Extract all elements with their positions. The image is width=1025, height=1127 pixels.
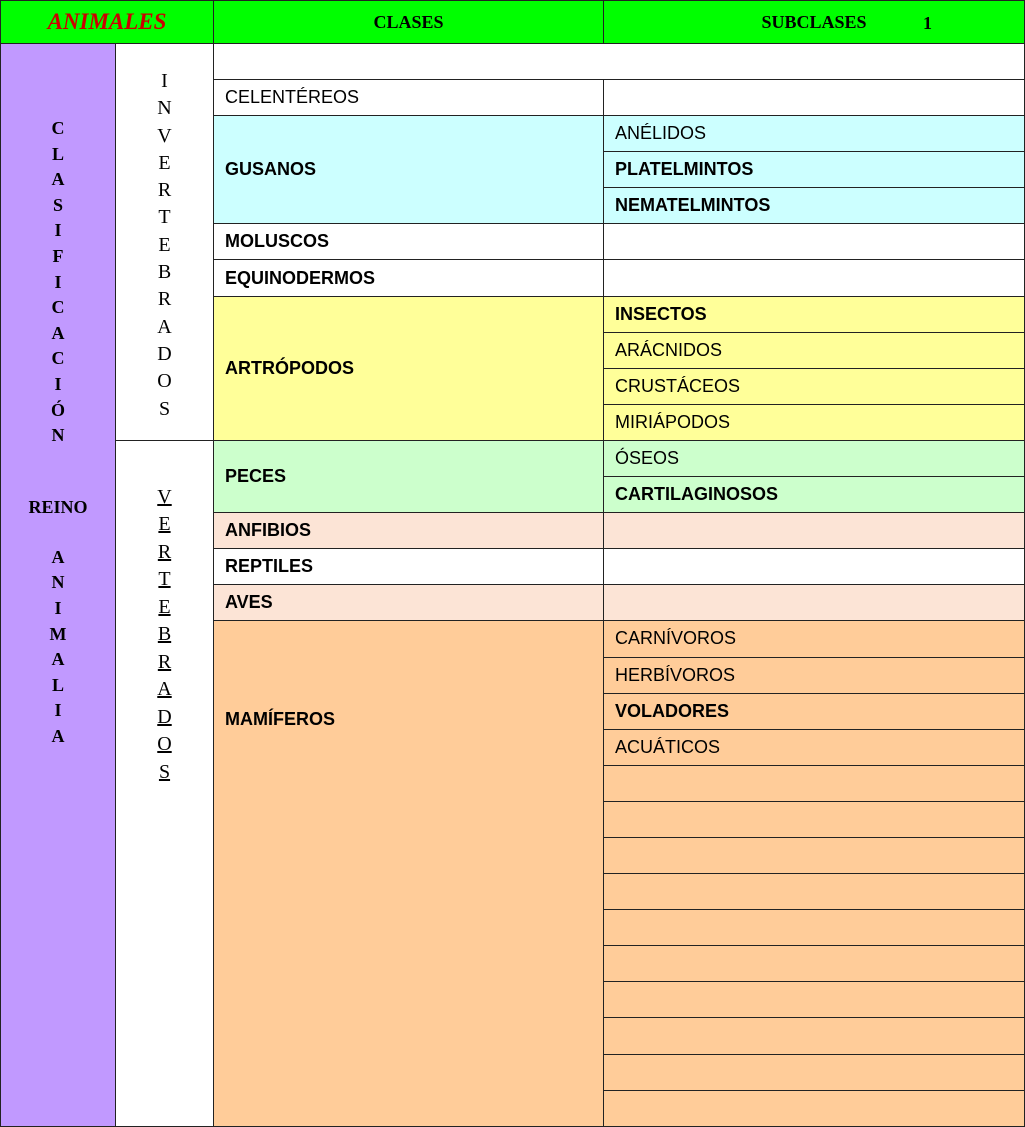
clasificacion-letter: C — [51, 348, 65, 369]
subclase-empty — [604, 549, 1025, 585]
clasificacion-reino-animalia-column — [1, 44, 116, 1127]
invertebrados-letter: T — [158, 206, 171, 229]
invertebrados-letter: E — [158, 151, 171, 174]
animales-title: ANIMALES — [1, 1, 214, 44]
subclase-miriapodos: MIRIÁPODOS — [604, 404, 1025, 440]
subclase-empty — [604, 80, 1025, 116]
invertebrados-letter: N — [157, 97, 172, 120]
clasificacion-letter: Ó — [50, 399, 65, 420]
vertebrados-letter: S — [158, 760, 171, 783]
clase-mamiferos: MAMÍFEROS — [214, 621, 604, 1126]
clase-artropodos: ARTRÓPODOS — [214, 296, 604, 440]
vertebrados-letter: B — [157, 623, 172, 646]
clase-moluscos: MOLUSCOS — [214, 224, 604, 260]
clase-peces: PECES — [214, 440, 604, 512]
page-number: 1 — [923, 13, 932, 33]
animalia-letter: L — [51, 674, 64, 695]
clasificacion-letter: S — [52, 194, 63, 215]
subclase-empty — [604, 874, 1025, 910]
clase-reptiles: REPTILES — [214, 549, 604, 585]
subclase-oseos: ÓSEOS — [604, 440, 1025, 476]
vertebrados-letter: E — [158, 513, 171, 536]
subclase-empty — [604, 1018, 1025, 1054]
clases-header: CLASES — [214, 1, 604, 44]
subclase-aracnidos: ARÁCNIDOS — [604, 332, 1025, 368]
invertebrados-letter: A — [157, 315, 172, 338]
subclase-crustaceos: CRUSTÁCEOS — [604, 368, 1025, 404]
clasificacion-letter: C — [51, 297, 65, 318]
clasificacion-letter: I — [54, 220, 62, 241]
animalia-letter: A — [51, 725, 65, 746]
clasificacion-vertical-text — [1, 44, 115, 449]
invertebrados-letter: I — [161, 70, 168, 92]
subclases-header — [604, 1, 1025, 44]
row-oseos — [1, 440, 1025, 476]
animalia-vertical-text — [1, 545, 115, 750]
subclase-carnivoros: CARNÍVOROS — [604, 621, 1025, 657]
subclase-empty — [604, 765, 1025, 801]
vertebrados-column — [116, 440, 214, 1126]
subclase-empty — [604, 910, 1025, 946]
vertebrados-letter: V — [157, 485, 172, 508]
clase-anfibios: ANFIBIOS — [214, 513, 604, 549]
subclase-empty — [604, 513, 1025, 549]
subclase-empty — [604, 1090, 1025, 1126]
clasificacion-letter: F — [52, 245, 64, 266]
header-row — [1, 1, 1025, 44]
clasificacion-letter: A — [51, 322, 65, 343]
invertebrados-letter: R — [157, 179, 172, 202]
vertebrados-letter: O — [157, 733, 172, 756]
invertebrados-vertical-text — [116, 44, 213, 423]
animalia-letter: I — [54, 700, 62, 721]
empty-cell — [214, 44, 1025, 80]
subclase-empty — [604, 224, 1025, 260]
clasificacion-letter: C — [51, 118, 65, 138]
invertebrados-letter: S — [158, 397, 171, 420]
subclase-voladores: VOLADORES — [604, 693, 1025, 729]
subclases-label: SUBCLASES — [761, 11, 867, 32]
vertebrados-letter: E — [158, 595, 171, 618]
subclase-empty — [604, 946, 1025, 982]
vertebrados-letter: R — [157, 650, 172, 673]
clasificacion-letter: I — [54, 373, 62, 394]
invertebrados-letter: V — [157, 124, 172, 147]
subclase-empty — [604, 585, 1025, 621]
invertebrados-letter: E — [158, 233, 171, 256]
subclase-empty — [604, 260, 1025, 296]
clase-gusanos: GUSANOS — [214, 116, 604, 224]
invertebrados-letter: O — [157, 370, 172, 393]
subclase-empty — [604, 837, 1025, 873]
subclase-platelmintos: PLATELMINTOS — [604, 152, 1025, 188]
subclase-herbivoros: HERBÍVOROS — [604, 657, 1025, 693]
invertebrados-letter: R — [157, 288, 172, 311]
subclase-acuaticos: ACUÁTICOS — [604, 729, 1025, 765]
invertebrados-letter: D — [157, 342, 172, 365]
subclase-nematelmintos: NEMATELMINTOS — [604, 188, 1025, 224]
subclase-cartilaginosos: CARTILAGINOSOS — [604, 477, 1025, 513]
vertebrados-letter: T — [158, 568, 171, 591]
vertebrados-letter: D — [157, 705, 172, 728]
vertebrados-letter: A — [157, 678, 172, 701]
clasificacion-letter: L — [51, 143, 64, 164]
animalia-letter: A — [51, 649, 65, 670]
subclase-anelidos: ANÉLIDOS — [604, 116, 1025, 152]
subclase-empty — [604, 982, 1025, 1018]
reino-label: REINO — [28, 496, 88, 517]
clase-aves: AVES — [214, 585, 604, 621]
empty-row — [1, 44, 1025, 80]
animalia-letter: N — [51, 572, 65, 593]
subclase-insectos: INSECTOS — [604, 296, 1025, 332]
invertebrados-letter: B — [157, 261, 172, 284]
clasificacion-letter: I — [54, 271, 62, 292]
clase-celentereos: CELENTÉREOS — [214, 80, 604, 116]
clasificacion-letter: N — [51, 425, 65, 446]
vertebrados-letter: R — [157, 540, 172, 563]
invertebrados-column — [116, 44, 214, 441]
vertebrados-vertical-text — [116, 441, 213, 787]
animalia-letter: M — [49, 623, 67, 644]
clase-equinodermos: EQUINODERMOS — [214, 260, 604, 296]
clasificacion-letter: A — [51, 169, 65, 190]
subclase-empty — [604, 801, 1025, 837]
animalia-letter: A — [51, 546, 65, 567]
animalia-letter: I — [54, 597, 62, 618]
subclase-empty — [604, 1054, 1025, 1090]
